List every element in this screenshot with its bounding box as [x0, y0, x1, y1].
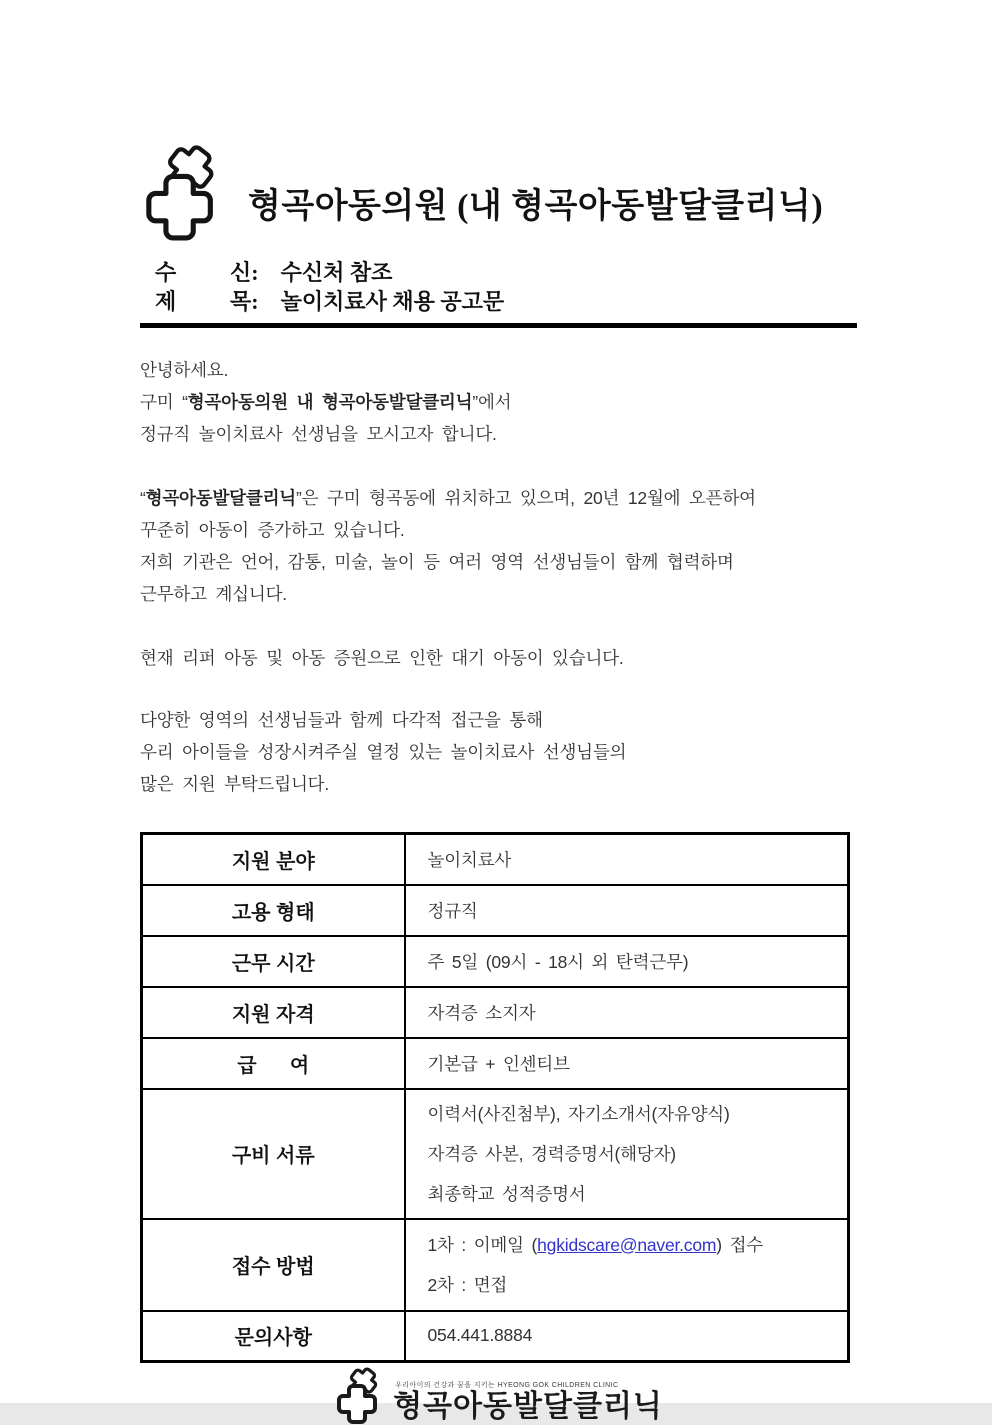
row-value: 054.441.8884	[405, 1311, 849, 1362]
recipient-label: 수	[155, 260, 177, 285]
row-label: 구비 서류	[142, 1089, 405, 1219]
body-line: 꾸준히 아동이 증가하고 있습니다.	[140, 520, 405, 540]
doc-line: 이력서(사진첨부), 자기소개서(자유양식)	[427, 1103, 730, 1124]
paragraph-intro	[140, 354, 857, 450]
row-label: 고용 형태	[142, 885, 405, 936]
row-value	[405, 1219, 849, 1311]
letter-body	[140, 354, 857, 800]
apply-line-2: 2차 : 면접	[427, 1274, 508, 1295]
row-value: 놀이치료사	[405, 834, 849, 885]
header-divider	[140, 323, 857, 328]
body-line: 안녕하세요.	[140, 360, 229, 380]
body-line: 우리 아이들을 성장시켜주실 열정 있는 놀이치료사 선생님들의	[140, 742, 627, 762]
recipient-value: 수신처 참조	[280, 260, 393, 285]
footer-text	[393, 1380, 663, 1422]
body-line: 정규직 놀이치료사 선생님을 모시고자 합니다.	[140, 424, 497, 444]
row-value: 자격증 소지자	[405, 987, 849, 1038]
row-value: 주 5일 (09시 - 18시 외 탄력근무)	[405, 936, 849, 987]
page-title: 형곡아동의원 (내 형곡아동발달클리닉)	[248, 187, 824, 225]
body-line: 현재 리퍼 아동 및 아동 증원으로 인한 대기 아동이 있습니다.	[140, 648, 624, 668]
row-label: 지원 분야	[142, 834, 405, 885]
subject-value: 놀이치료사 채용 공고문	[280, 289, 505, 314]
table-row-working-hours	[142, 936, 849, 987]
table-row-application-method	[142, 1219, 849, 1311]
row-label: 문의사항	[142, 1311, 405, 1362]
doc-line: 최종학교 성적증명서	[427, 1183, 586, 1204]
doc-fields	[140, 258, 857, 316]
row-label: 접수 방법	[142, 1219, 405, 1311]
masthead	[140, 160, 857, 244]
table-row-required-documents	[142, 1089, 849, 1219]
table-row-qualification	[142, 987, 849, 1038]
clinic-cross-logo-icon	[140, 161, 226, 243]
table-row-field	[142, 834, 849, 885]
footer-logo	[140, 1377, 857, 1425]
subject-label-colon: 목:	[230, 289, 259, 314]
row-value: 정규직	[405, 885, 849, 936]
body-line: 근무하고 계십니다.	[140, 584, 287, 604]
body-line: 많은 지원 부탁드립니다.	[140, 774, 330, 794]
paragraph-waiting	[140, 642, 857, 674]
recipient-label-colon: 신:	[230, 260, 259, 285]
table-row-employment-type	[142, 885, 849, 936]
table-row-salary	[142, 1038, 849, 1089]
row-value	[405, 1089, 849, 1219]
row-label: 지원 자격	[142, 987, 405, 1038]
subject-line	[155, 287, 857, 316]
job-details-table	[140, 832, 850, 1363]
row-label: 급 여	[142, 1038, 405, 1089]
body-line: “형곡아동발달클리닉”은 구미 형곡동에 위치하고 있으며, 20년 12월에 오픈하여	[140, 488, 756, 508]
body-line: 저희 기관은 언어, 감통, 미술, 놀이 등 여러 영역 선생님들이 함께 협력하며	[140, 552, 734, 572]
footer-tagline: 우리아이의 건강과 꿈을 지키는 HYEONG GOK CHILDREN CLINIC	[395, 1382, 619, 1389]
footer-wordmark: 형곡아동발달클리닉	[393, 1390, 663, 1423]
doc-line: 자격증 사본, 경력증명서(해당자)	[427, 1143, 676, 1164]
clinic-cross-logo-icon	[334, 1377, 384, 1425]
subject-label: 제	[155, 289, 177, 314]
paragraph-closing	[140, 704, 857, 800]
recipient-line	[155, 258, 857, 287]
row-value: 기본급 + 인센티브	[405, 1038, 849, 1089]
apply-line-1: 1차 : 이메일 (hgkidscare@naver.com) 접수	[427, 1234, 763, 1255]
body-line: 구미 “형곡아동의원 내 형곡아동발달클리닉”에서	[140, 392, 512, 412]
paragraph-clinic-info	[140, 482, 857, 610]
table-row-contact	[142, 1311, 849, 1362]
email-link[interactable]: hgkidscare@naver.com	[537, 1234, 717, 1255]
row-label: 근무 시간	[142, 936, 405, 987]
body-line: 다양한 영역의 선생님들과 함께 다각적 접근을 통해	[140, 710, 543, 730]
